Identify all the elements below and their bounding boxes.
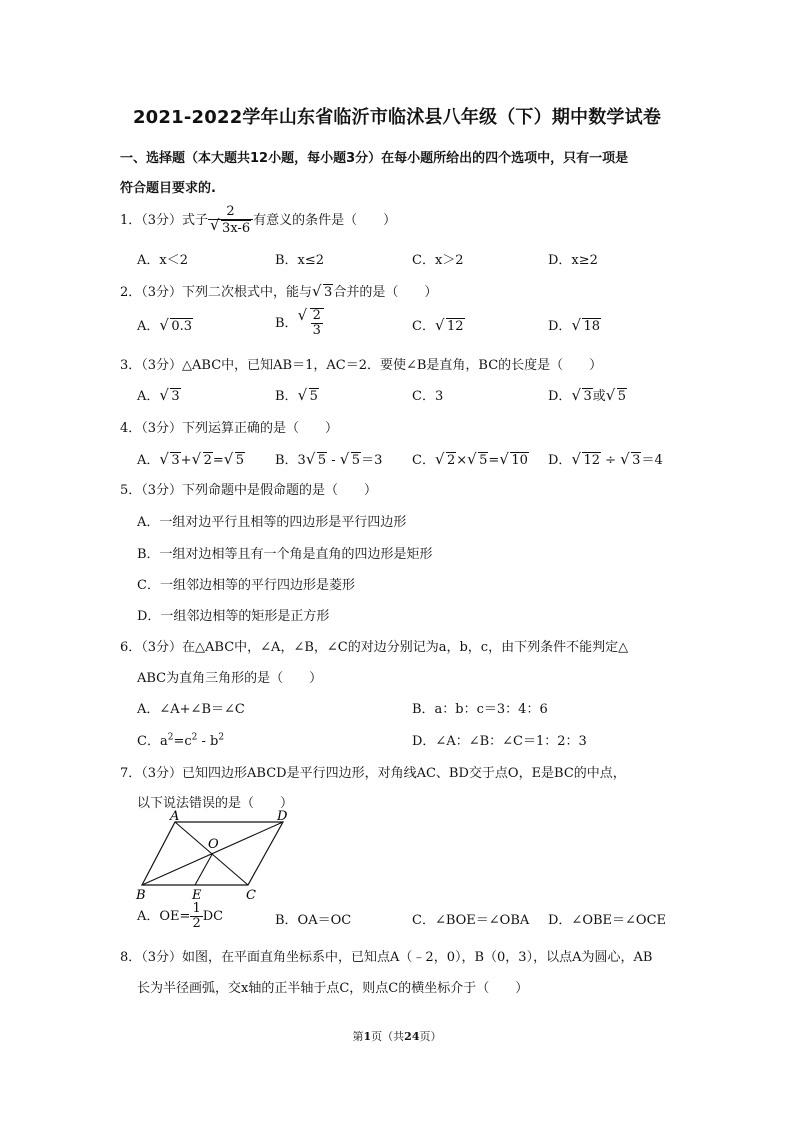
label-o: O [208,837,219,852]
q2-option-d: D．√ 18 [548,315,601,334]
q5-option-b: B．一组对边相等且有一个角是直角的四边形是矩形 [137,547,433,562]
q7-option-a: A．OE= $\frac{1}{2}$ DC [137,901,224,931]
page-number: 1 [363,1030,372,1043]
q5-option-d: D．一组邻边相等的矩形是正方形 [137,609,330,624]
question-5: 5．（3分）下列命题中是假命题的是（ ） [120,483,378,498]
q2-radicand: 3 [324,285,333,300]
q1-option-d: D．x≥2 [548,253,598,268]
q6-option-a: A．∠A+∠B＝∠C [137,702,245,717]
question-4: 4．（3分）下列运算正确的是（ ） [120,421,339,436]
label-d: D [277,810,288,824]
parallelogram-figure [130,810,300,900]
question-8-cont: 长为半径画弧，交x轴的正半轴于点C，则点C的横坐标介于（ ） [137,981,529,996]
q3-option-a: A．√ 3 [137,385,181,404]
q4-option-d: D．√ 12 ÷ √ 3＝4 [548,449,663,468]
question-3: 3．（3分）△ABC中，已知AB＝1，AC＝2．要使∠B是直角，BC的长度是（ ） [120,358,603,373]
label-a: A [170,810,180,824]
q5-option-c: C．一组邻边相等的平行四边形是菱形 [137,578,355,593]
q4-option-b: B．3√ 5 - √ 5＝3 [275,449,382,468]
q7-option-c: C．∠BOE＝∠OBA [412,913,530,928]
q2-option-c: C．√ 12 [412,315,465,334]
q2-prefix: 2．（3分）下列二次根式中，能与 [120,285,313,300]
total-pages: 24 [404,1030,420,1043]
q2-suffix: 合并的是（ ） [333,285,438,300]
q1-option-a: A．x＜2 [137,253,188,268]
label-c: C [246,888,256,900]
q6-option-b: B．a：b：c＝3：4：6 [412,702,548,717]
question-1 [120,205,396,236]
question-7-cont: 以下说法错误的是（ ） [137,796,294,811]
q1-fraction [208,205,253,236]
section-heading: 一、选择题（本大题共12小题，每小题3分）在每小题所给出的四个选项中，只有一项是 [120,151,629,166]
q1-suffix: 有意义的条件是（ ） [253,213,397,228]
q3-option-c: C．3 [412,389,444,404]
question-6-cont: ABC为直角三角形的是（ ） [137,671,323,686]
q6-option-d: D．∠A：∠B：∠C＝1：2：3 [412,734,587,749]
q1-option-b: B．x≤2 [275,253,325,268]
question-2 [120,281,437,300]
question-8: 8．（3分）如图，在平面直角坐标系中，已知点A（﹣2，0），B（0，3），以点A为圆心，AB [120,950,653,965]
q2-option-a: A．√ 0.3 [137,315,193,334]
q1-numerator: 2 [208,205,253,220]
q2-option-b: B． √ $\frac{2}{3}$ [275,308,324,338]
section-heading-cont: 符合题目要求的. [120,181,216,196]
question-6: 6．（3分）在△ABC中，∠A，∠B，∠C的对边分别记为a，b，c，由下列条件不能判定△ [120,640,629,655]
q3-option-d: D．√ 3或√ 5 [548,385,627,404]
q6-option-c: C．$a^2=c^2 - b^2$ [137,732,225,749]
label-b: B [136,888,146,900]
q5-option-a: A．一组对边平行且相等的四边形是平行四边形 [137,515,407,530]
q1-denominator: 3x-6 [222,221,251,236]
label-e: E [192,888,202,900]
q7-option-d: D．∠OBE＝∠OCE [548,913,667,928]
page-title: 2021-2022学年山东省临沂市临沭县八年级（下）期中数学试卷 [132,107,662,128]
q1-prefix: 1．（3分）式子 [120,213,209,228]
q7-option-b: B．OA＝OC [275,913,352,928]
q4-option-c: C．√ 2×√ 5=√ 10 [412,449,529,468]
q3-option-b: B．√ 5 [275,385,319,404]
segment-oe [195,854,213,886]
q1-option-c: C．x＞2 [412,253,464,268]
q4-option-a: A．√ 3+√ 2=√ 5 [137,449,245,468]
question-7: 7．（3分）已知四边形ABCD是平行四边形，对角线AC、BD交于点O，E是BC的中点， [120,766,626,781]
page-footer: 第1页（共24页） [352,1030,442,1043]
